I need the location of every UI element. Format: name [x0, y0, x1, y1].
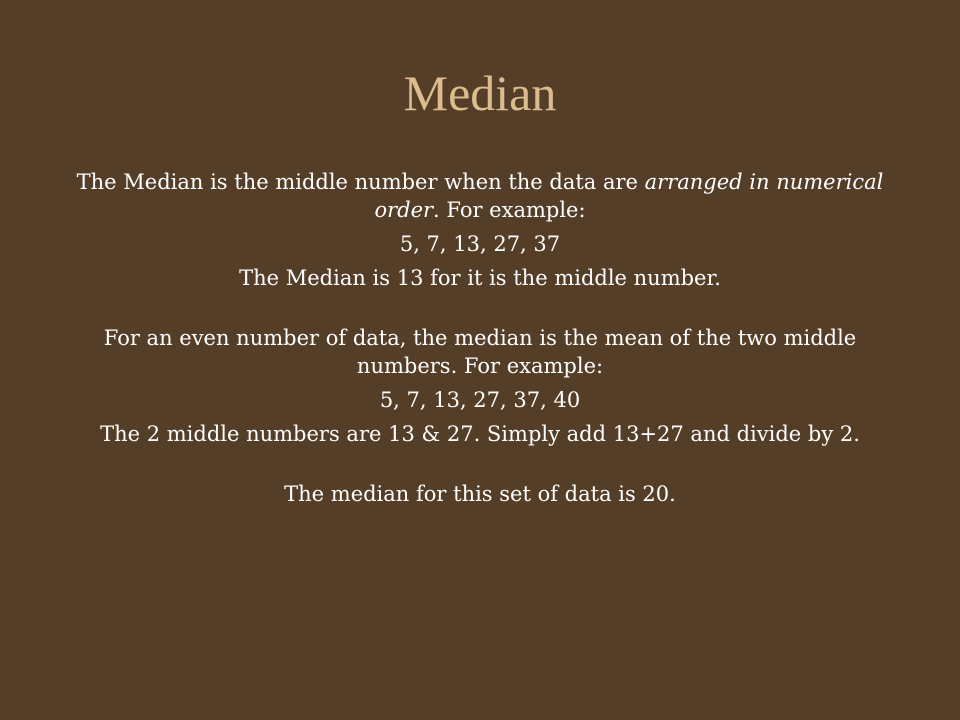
intro-text-start: The Median is the middle number when the data are: [76, 170, 645, 194]
even-example: 5, 7, 13, 27, 37, 40: [379, 388, 581, 412]
spacer: [60, 292, 900, 318]
even-result: The median for this set of data is 20.: [284, 482, 676, 506]
even-intro: For an even number of data, the median is the mean of the two middle numbers. For example:: [103, 326, 857, 378]
odd-result: The Median is 13 for it is the middle number.: [239, 266, 721, 290]
intro-emphasis: arranged in numerical order: [374, 170, 884, 222]
intro-paragraph: [60, 168, 900, 224]
spacer: [60, 448, 900, 474]
slide-body: [60, 168, 900, 508]
slide-title: Median: [403, 65, 557, 121]
intro-text-end: . For example:: [433, 198, 586, 222]
odd-example: 5, 7, 13, 27, 37: [399, 232, 561, 256]
even-explanation: The 2 middle numbers are 13 & 27. Simply add 13+27 and divide by 2.: [100, 422, 860, 446]
